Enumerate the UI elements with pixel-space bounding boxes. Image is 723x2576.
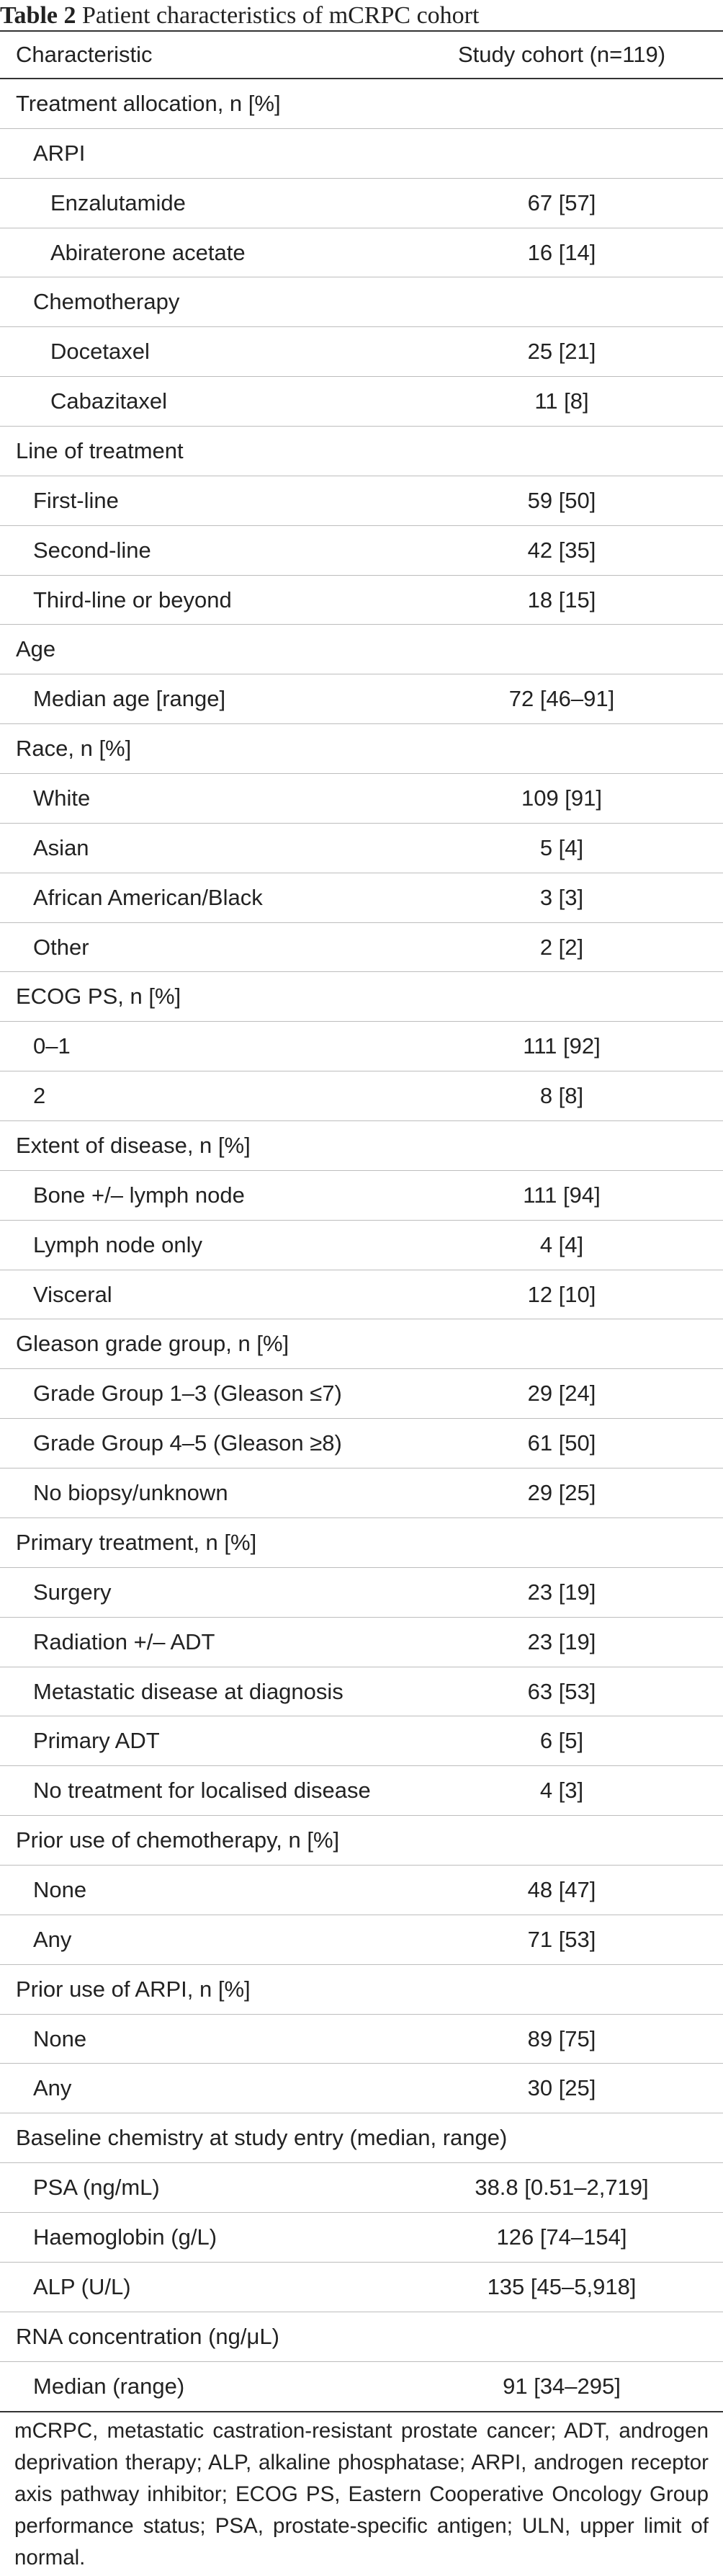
table-bottom-rule (0, 2411, 723, 2412)
table-row (0, 1716, 723, 1766)
table-row (0, 377, 723, 427)
table-row (0, 1270, 723, 1320)
row-value: 89 [75] (527, 2025, 596, 2051)
row-value: 23 [19] (527, 1579, 596, 1605)
table-row (0, 129, 723, 179)
row-value: 59 [50] (527, 487, 596, 513)
table-body (0, 79, 723, 2411)
row-label: Radiation +/– ADT (33, 1628, 215, 1654)
table-row (0, 2064, 723, 2113)
row-label: Prior use of chemotherapy, n [%] (16, 1827, 340, 1853)
row-value: 5 [4] (539, 834, 584, 860)
table-row (0, 1568, 723, 1618)
table-caption (0, 1, 479, 30)
row-label: Metastatic disease at diagnosis (33, 1678, 343, 1704)
row-label: Any (33, 1926, 72, 1952)
row-value: 111 [92] (523, 1033, 601, 1059)
table-section-row (0, 625, 723, 674)
row-value: 4 [4] (539, 1231, 584, 1257)
column-header-study-cohort: Study cohort (n=119) (457, 42, 666, 67)
table-row (0, 1071, 723, 1121)
table-row (0, 1022, 723, 1071)
table-section-row (0, 1518, 723, 1568)
row-label: Median age [range] (33, 686, 226, 712)
table-row (0, 1866, 723, 1915)
row-label: None (33, 1876, 87, 1902)
row-label: Gleason grade group, n [%] (16, 1331, 289, 1357)
table-row (0, 1171, 723, 1221)
table-label: Table 2 (0, 2, 76, 29)
row-value: 18 [15] (527, 587, 596, 612)
row-label: Visceral (33, 1281, 112, 1307)
row-value: 6 [5] (539, 1728, 584, 1754)
row-value: 67 [57] (527, 190, 596, 215)
table-section-row (0, 79, 723, 129)
table-row (0, 1221, 723, 1270)
row-label: ECOG PS, n [%] (16, 984, 181, 1010)
table-row (0, 179, 723, 228)
row-value: 16 [14] (527, 239, 596, 265)
table-row (0, 824, 723, 873)
table-section-row (0, 1816, 723, 1866)
table-section-row (0, 972, 723, 1022)
table-row (0, 1419, 723, 1469)
row-value: 4 [3] (539, 1778, 584, 1804)
row-label: African American/Black (33, 884, 263, 910)
row-label: No biopsy/unknown (33, 1480, 228, 1506)
row-label: Race, n [%] (16, 736, 132, 762)
table-section-row (0, 427, 723, 476)
row-label: Cabazitaxel (50, 388, 167, 414)
row-label: Treatment allocation, n [%] (16, 91, 281, 116)
row-value: 30 [25] (527, 2075, 596, 2101)
row-label: Bone +/– lymph node (33, 1182, 245, 1208)
row-label: ALP (U/L) (33, 2273, 131, 2299)
table-section-row (0, 2312, 723, 2362)
table-row (0, 228, 723, 278)
row-label: Surgery (33, 1579, 112, 1605)
table-row (0, 2163, 723, 2213)
table-row (0, 2263, 723, 2312)
row-value: 72 [46–91] (508, 686, 615, 712)
table-row (0, 923, 723, 973)
table-row (0, 1618, 723, 1667)
table-row (0, 774, 723, 824)
row-label: No treatment for localised disease (33, 1778, 371, 1804)
table-row (0, 476, 723, 526)
row-value: 2 [2] (539, 934, 584, 960)
table-section-row (0, 2113, 723, 2163)
row-label: Haemoglobin (g/L) (33, 2224, 217, 2250)
row-label: Primary treatment, n [%] (16, 1529, 257, 1555)
row-label: Abiraterone acetate (50, 239, 246, 265)
table-row (0, 277, 723, 327)
row-value: 135 [45–5,918] (487, 2273, 637, 2299)
row-label: White (33, 785, 91, 811)
row-value: 71 [53] (527, 1926, 596, 1952)
row-label: First-line (33, 487, 119, 513)
row-value: 29 [24] (527, 1381, 596, 1407)
table-footnote: mCRPC, metastatic castration-resistant prostate cancer; ADT, androgen deprivation therapy; ALP, alkaline phosphatase; ARPI, androgen receptor axis pathway inhibitor; ECOG PS, Eastern Cooperative Oncology Group performance status; PSA, prostate-specific antigen; ULN, upper limit of normal. (14, 2419, 709, 2570)
row-label: Lymph node only (33, 1231, 202, 1257)
table-title: Patient characteristics of mCRPC cohort (82, 2, 480, 29)
row-label: ARPI (33, 140, 86, 166)
table-row (0, 2015, 723, 2064)
row-value: 11 [8] (534, 388, 589, 414)
table-row (0, 1766, 723, 1816)
row-value: 48 [47] (527, 1876, 596, 1902)
table-row (0, 2213, 723, 2263)
row-value: 38.8 [0.51–2,719] (475, 2175, 649, 2201)
table-section-row (0, 1121, 723, 1171)
row-label: Third-line or beyond (33, 587, 232, 612)
row-label: Line of treatment (16, 438, 184, 464)
row-value: 3 [3] (539, 884, 584, 910)
row-value: 109 [91] (521, 785, 603, 811)
row-label: Extent of disease, n [%] (16, 1133, 251, 1159)
row-value: 42 [35] (527, 537, 596, 563)
row-label: Primary ADT (33, 1728, 160, 1754)
row-value: 23 [19] (527, 1628, 596, 1654)
row-value: 29 [25] (527, 1480, 596, 1506)
table-row (0, 327, 723, 377)
row-value: 12 [10] (527, 1281, 596, 1307)
table-row (0, 1369, 723, 1419)
table-row (0, 2362, 723, 2412)
row-label: Any (33, 2075, 72, 2101)
row-label: Baseline chemistry at study entry (median, range) (16, 2125, 508, 2151)
row-label: 0–1 (33, 1033, 71, 1059)
row-label: Docetaxel (50, 339, 150, 365)
row-label: RNA concentration (ng/μL) (16, 2323, 279, 2349)
row-value: 111 [94] (523, 1182, 601, 1208)
row-label: Median (range) (33, 2373, 185, 2399)
row-value: 8 [8] (539, 1083, 584, 1109)
table-header-row (0, 32, 723, 78)
row-value: 63 [53] (527, 1678, 596, 1704)
row-label: Chemotherapy (33, 289, 180, 315)
row-label: Grade Group 1–3 (Gleason ≤7) (33, 1381, 342, 1407)
table-row (0, 526, 723, 576)
row-label: Second-line (33, 537, 151, 563)
table-section-row (0, 724, 723, 774)
row-value: 25 [21] (527, 339, 596, 365)
row-label: Other (33, 934, 89, 960)
row-value: 61 [50] (527, 1430, 596, 1456)
table-row (0, 873, 723, 923)
column-header-characteristic: Characteristic (16, 42, 153, 67)
table-row (0, 576, 723, 625)
table-row (0, 674, 723, 724)
row-label: PSA (ng/mL) (33, 2175, 160, 2201)
row-label: None (33, 2025, 87, 2051)
row-label: Grade Group 4–5 (Gleason ≥8) (33, 1430, 342, 1456)
row-value: 91 [34–295] (503, 2373, 621, 2399)
table-section-row (0, 1319, 723, 1369)
row-value: 126 [74–154] (496, 2224, 627, 2250)
row-label: Enzalutamide (50, 190, 186, 215)
table-row (0, 1667, 723, 1717)
row-label: 2 (33, 1083, 46, 1109)
row-label: Age (16, 636, 56, 662)
table-row (0, 1915, 723, 1965)
table-section-row (0, 1965, 723, 2015)
row-label: Asian (33, 834, 89, 860)
row-label: Prior use of ARPI, n [%] (16, 1976, 251, 2002)
table-row (0, 1469, 723, 1518)
